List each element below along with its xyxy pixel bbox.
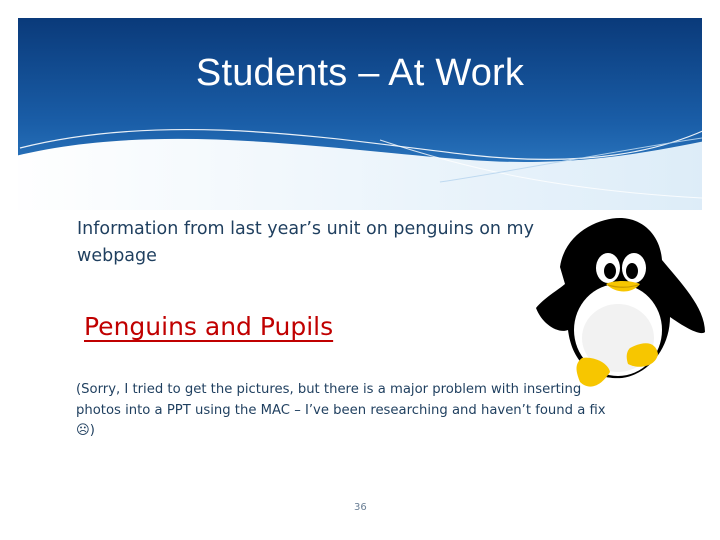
note-text-end: )	[89, 423, 95, 438]
note-text-body: (Sorry, I tried to get the pictures, but there is a major problem with inserting photos into a PPT using the MAC – I’ve been researching and haven’t found a fix	[76, 382, 606, 418]
penguin-icon	[530, 212, 710, 392]
body-text: Information from last year’s unit on penguins on my webpage	[77, 219, 534, 266]
sad-face-icon: ☹	[76, 423, 90, 438]
slide-title: Students – At Work	[195, 52, 525, 94]
penguins-and-pupils-link[interactable]: Penguins and Pupils	[84, 312, 334, 341]
page-number: 36	[354, 502, 367, 513]
title-band	[0, 0, 720, 210]
